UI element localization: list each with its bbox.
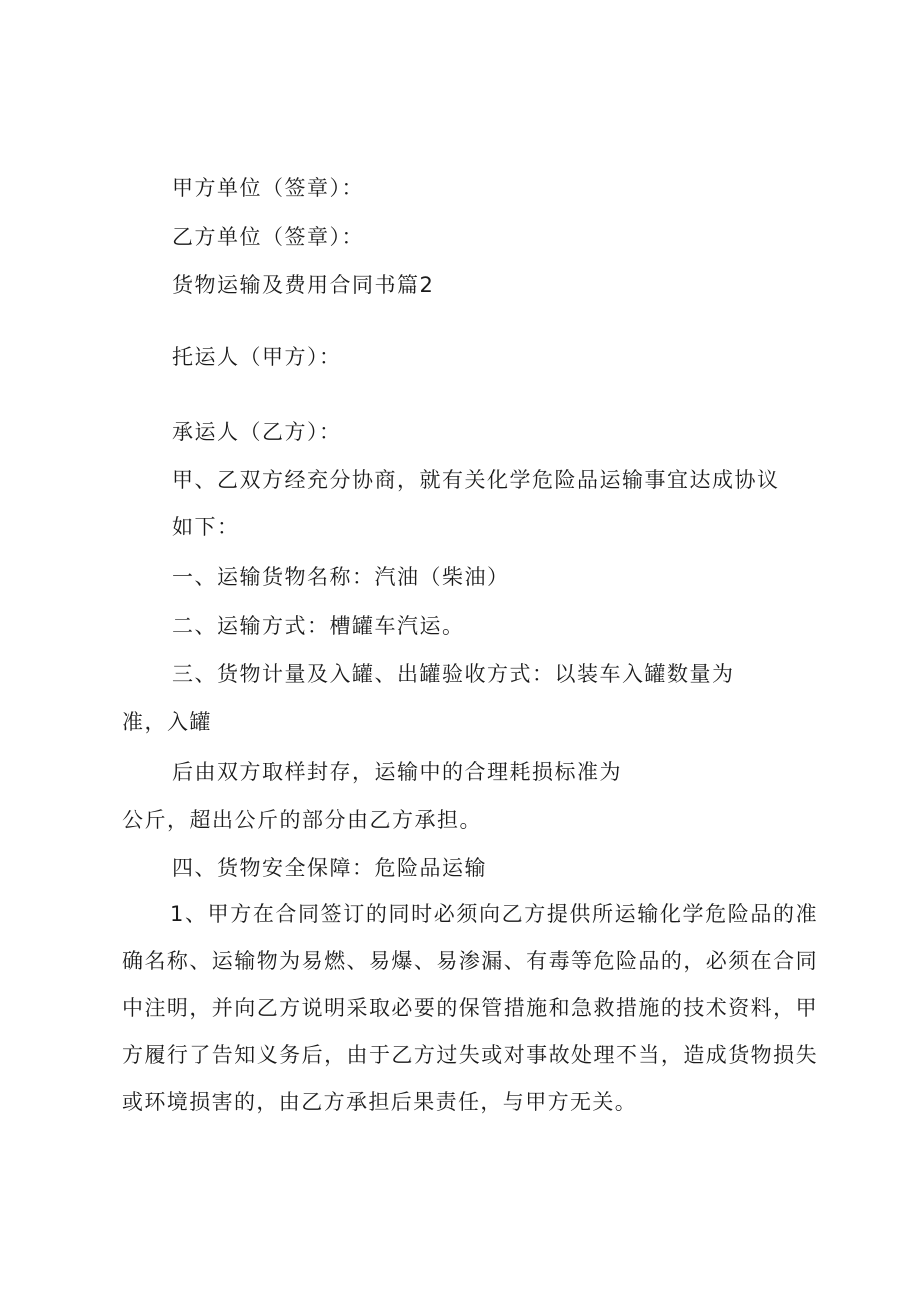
shipper-line: 托运人（甲方）： (172, 345, 342, 369)
intro-line-2: 如下： (172, 515, 240, 539)
party-b-signature-line: 乙方单位（签章）： (172, 225, 364, 249)
item-4-safety: 四、货物安全保障：危险品运输 (172, 856, 487, 880)
carrier-line: 承运人（乙方）： (172, 420, 342, 444)
clause-1-paragraph: 1、甲方在合同签订的同时必须向乙方提供所运输化学危险品的准确名称、运输物为易燃、易爆、易渗漏、有毒等危险品的，必须在合同中注明，并向乙方说明采取必要的保管措施和急救措施的技术资料，甲方履行了告知义务后，由于乙方过失或对事故处理不当，造成货物损失或环境损害的，由乙方承担后果责任，与甲方无关。 (122, 902, 818, 1114)
intro-line-1: 甲、乙双方经充分协商，就有关化学危险品运输事宜达成协议 (172, 468, 780, 492)
section-title: 货物运输及费用合同书篇2 (172, 273, 435, 297)
item-1-cargo-name: 一、运输货物名称：汽油（柴油） (172, 565, 510, 589)
item-2-transport-method: 二、运输方式：槽罐车汽运。 (172, 614, 465, 638)
item-3-line-4: 公斤，超出公斤的部分由乙方承担。 (122, 808, 482, 832)
item-3-line-1: 三、货物计量及入罐、出罐验收方式：以装车入罐数量为 (172, 662, 735, 686)
party-a-signature-line: 甲方单位（签章）： (172, 176, 364, 200)
item-3-line-3: 后由双方取样封存，运输中的合理耗损标准为 (172, 760, 622, 784)
item-3-line-2: 准，入罐 (122, 710, 212, 734)
